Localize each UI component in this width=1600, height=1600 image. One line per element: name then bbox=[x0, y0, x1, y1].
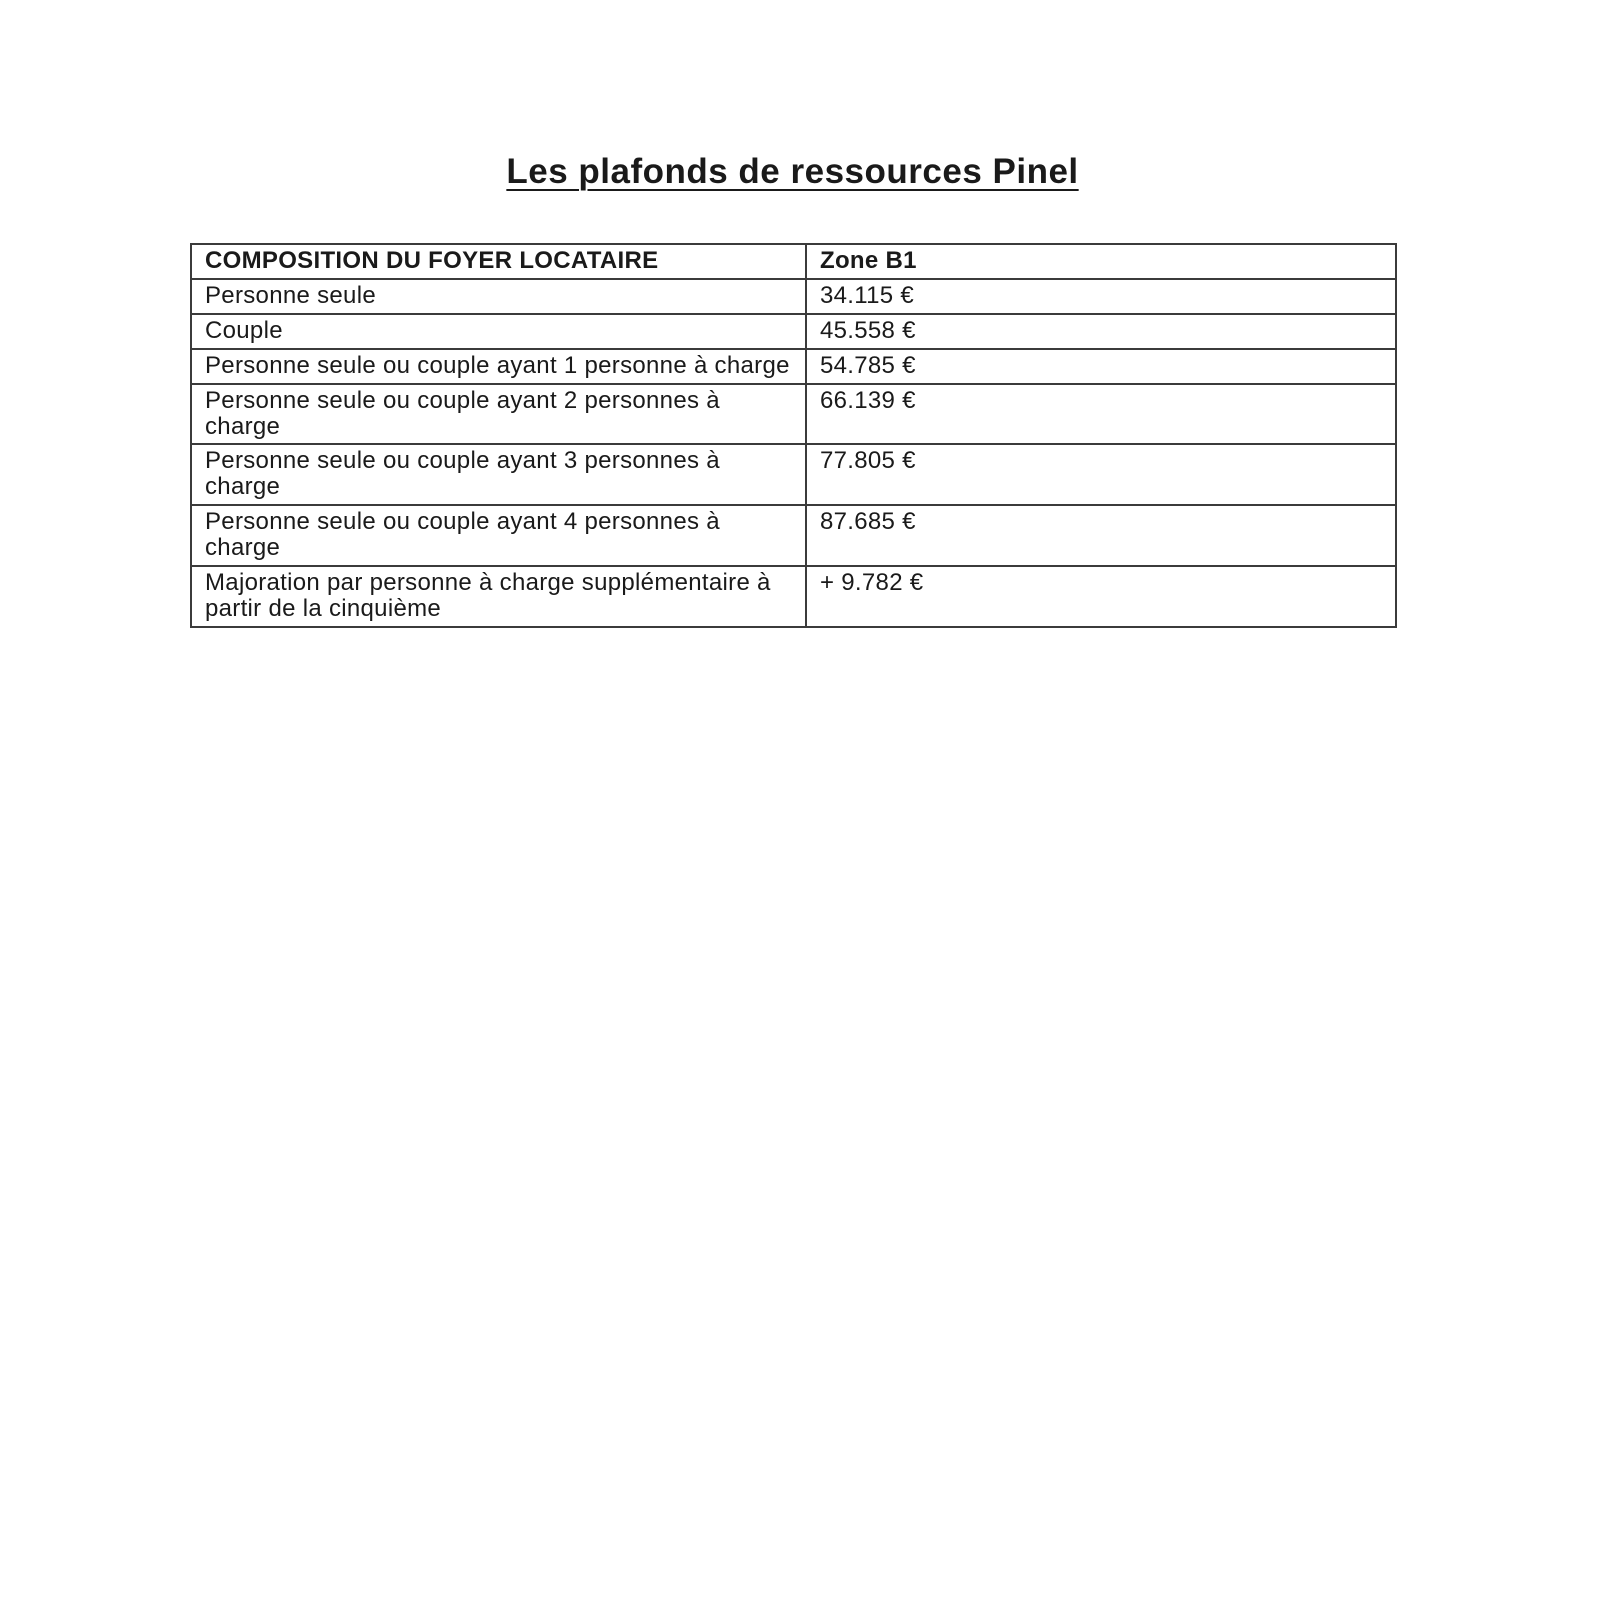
row-label: Majoration par personne à charge supplémentaire à partir de la cinquième bbox=[191, 566, 806, 627]
row-label: Personne seule ou couple ayant 4 personnes à charge bbox=[191, 505, 806, 566]
table-row bbox=[191, 566, 1396, 627]
document-title: Les plafonds de ressources Pinel bbox=[506, 152, 1079, 191]
row-value: 77.805 € bbox=[806, 444, 1396, 505]
row-label: Personne seule ou couple ayant 1 personne à charge bbox=[191, 349, 806, 384]
row-label: Personne seule ou couple ayant 2 personnes à charge bbox=[191, 384, 806, 445]
table-row bbox=[191, 314, 1396, 349]
table-header-row bbox=[191, 244, 1396, 279]
table-row bbox=[191, 279, 1396, 314]
header-zone-b1: Zone B1 bbox=[806, 244, 1396, 279]
row-value: 87.685 € bbox=[806, 505, 1396, 566]
row-value: 45.558 € bbox=[806, 314, 1396, 349]
resources-table bbox=[190, 243, 1397, 628]
row-label: Couple bbox=[191, 314, 806, 349]
row-value: + 9.782 € bbox=[806, 566, 1396, 627]
table-row bbox=[191, 384, 1396, 445]
row-value: 54.785 € bbox=[806, 349, 1396, 384]
row-label: Personne seule bbox=[191, 279, 806, 314]
table-row bbox=[191, 444, 1396, 505]
row-label: Personne seule ou couple ayant 3 personnes à charge bbox=[191, 444, 806, 505]
row-value: 66.139 € bbox=[806, 384, 1396, 445]
table-row bbox=[191, 349, 1396, 384]
table-row bbox=[191, 505, 1396, 566]
row-value: 34.115 € bbox=[806, 279, 1396, 314]
header-composition: COMPOSITION DU FOYER LOCATAIRE bbox=[191, 244, 806, 279]
